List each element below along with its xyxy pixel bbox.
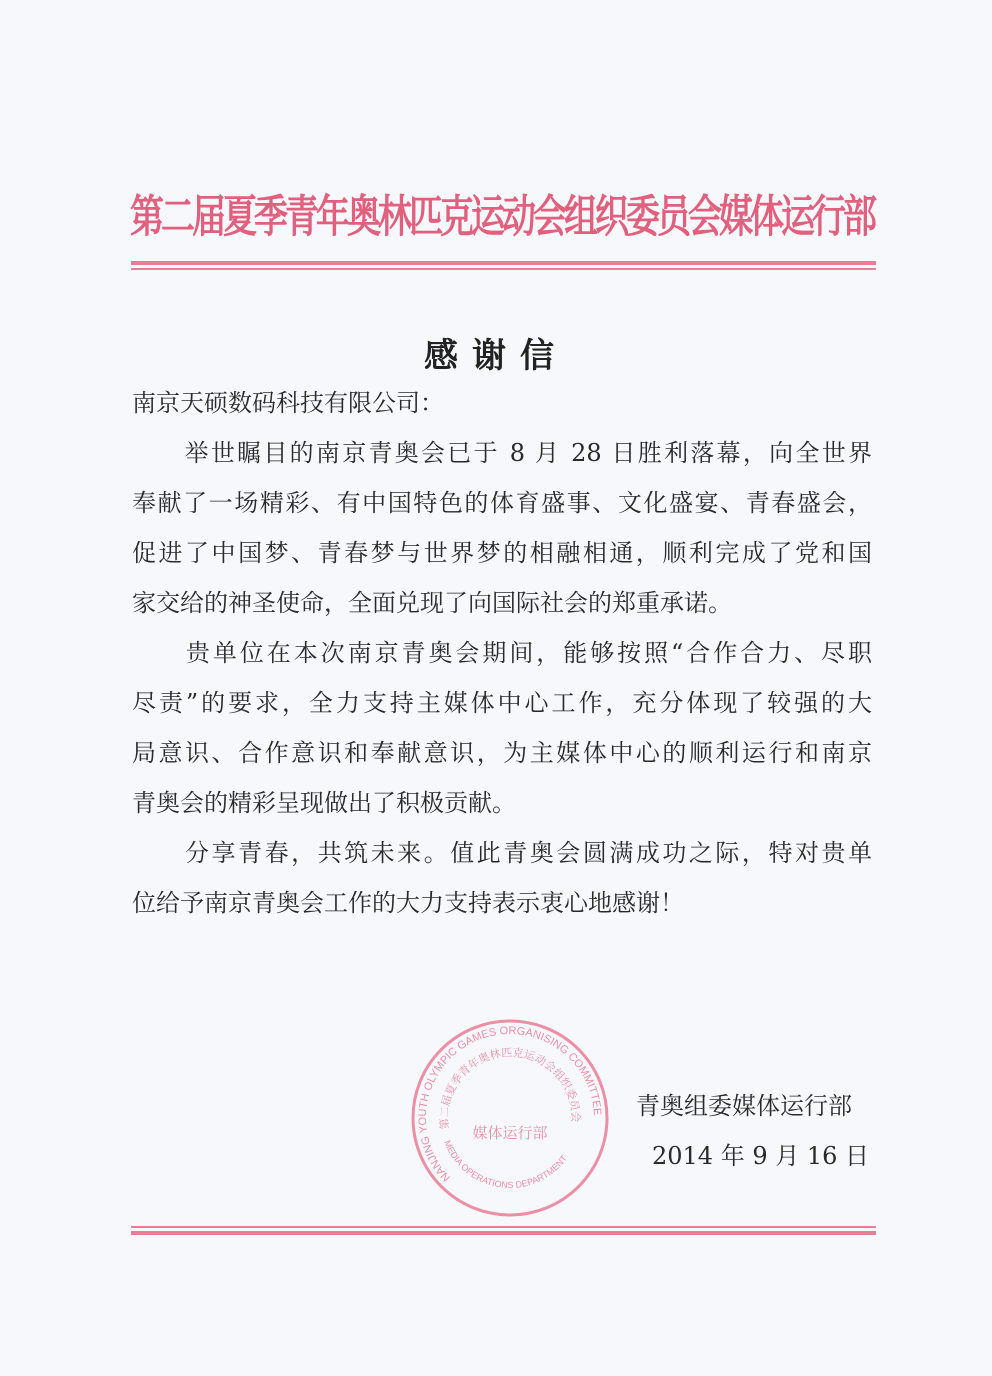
body-line: 举世瞩目的南京青奥会已于 8 月 28 日胜利落幕，向全世界 [132, 439, 872, 467]
letterhead-title: 第二届夏季青年奥林匹克运动会组织委员会媒体运行部 [130, 191, 874, 244]
header-rule-thin [131, 268, 876, 270]
body-line: 尽责”的要求，全力支持主媒体中心工作，充分体现了较强的大 [132, 689, 872, 717]
official-seal [410, 1018, 610, 1218]
signature-date: 2014 年 9 月 16 日 [652, 1142, 870, 1170]
body-line: 青奥会的精彩呈现做出了积极贡献。 [132, 789, 516, 817]
body-line: 贵单位在本次南京青奥会期间，能够按照“合作合力、尽职 [132, 639, 872, 667]
svg-text:MEDIA OPERATIONS DEPARTMENT [442, 1139, 569, 1190]
body-line: 促进了中国梦、青春梦与世界梦的相融相通，顺利完成了党和国 [132, 539, 872, 567]
seal-center-text: 媒体运行部 [472, 1124, 548, 1142]
body-line: 奉献了一场精彩、有中国特色的体育盛事、文化盛宴、青春盛会， [132, 489, 872, 517]
seal-outer-text: NANJING YOUTH OLYMPIC GAMES ORGANISING COMMITTEE [416, 1024, 604, 1184]
signature-org: 青奥组委媒体运行部 [636, 1092, 852, 1120]
letter-title: 感谢信 [424, 336, 568, 376]
seal-bottom-text: MEDIA OPERATIONS DEPARTMENT [442, 1138, 570, 1191]
header-rule-thick [131, 261, 876, 265]
body-line: 位给予南京青奥会工作的大力支持表示衷心地感谢！ [132, 889, 684, 917]
body-line: 局意识、合作意识和奉献意识，为主媒体中心的顺利运行和南京 [132, 739, 872, 767]
salutation: 南京天硕数码科技有限公司： [132, 389, 444, 417]
svg-text:第二届夏季青年奥林匹克运动会组织委员会 [438, 1045, 583, 1130]
body-line: 分享青春，共筑未来。值此青奥会圆满成功之际，特对贵单 [132, 839, 872, 867]
seal-inner-text: 第二届夏季青年奥林匹克运动会组织委员会 [437, 1046, 583, 1130]
body-line: 家交给的神圣使命，全面兑现了向国际社会的郑重承诺。 [132, 589, 732, 617]
footer-rule-thick [131, 1231, 876, 1235]
footer-rule-thin [131, 1226, 876, 1228]
